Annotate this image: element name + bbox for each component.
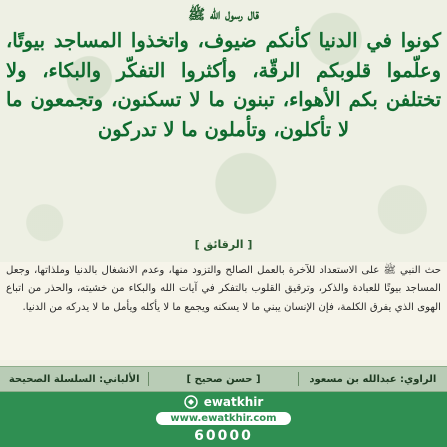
brand-name: ewatkhir: [203, 395, 264, 409]
hadith-text: كونوا في الدنيا كأنكم ضيوف، واتخذوا المساجد بيوتًا، وعلّموا قلوبكم الرقّة، وأكثروا التفكّر والبكاء، ولا تختلفن بكم الأهواء، تبنون ما لا تسكنون، وتجمعون ما لا تأكلون، وتأملون ما لا تدركون: [6, 29, 441, 141]
meta-bar: [0, 366, 447, 392]
meta-narrator: الراوي: عبدالله بن مسعود: [309, 373, 437, 385]
hadith-intro: قال رسول الله ﷺ: [188, 7, 259, 23]
explanation-block: [0, 262, 447, 360]
brand-logo: [184, 395, 264, 409]
brand-url[interactable]: www.ewatkhir.com: [156, 412, 290, 425]
meta-reference: الألباني: السلسلة الصحيحة: [8, 373, 140, 385]
hadith-source: [ الرقائق ]: [194, 238, 253, 251]
hadith-block: [0, 4, 447, 262]
brand-number: 60000: [194, 428, 253, 444]
meta-grade: [ حسن صحيح ]: [186, 373, 261, 385]
meta-divider: [148, 372, 149, 386]
brand-footer: [0, 392, 447, 447]
logo-icon: [184, 395, 198, 409]
meta-divider: [298, 372, 299, 386]
explanation-text: حث النبي ﷺ على الاستعداد للآخرة بالعمل الصالح والتزود منها، وعدم الانشغال بالدنيا وملذاتها، وجعل المساجد بيوتًا للعبادة والذكر، وترقيق القلوب بالتفكر في آيات الله والبكاء من خشيته، والحذر من اتباع الهوى الذي يفرق الكلمة، فإن الإنسان يبني ما لا يسكنه ويجمع ما لا يأكله ويأمل ما لا يدركه من الدنيا.: [6, 265, 441, 313]
